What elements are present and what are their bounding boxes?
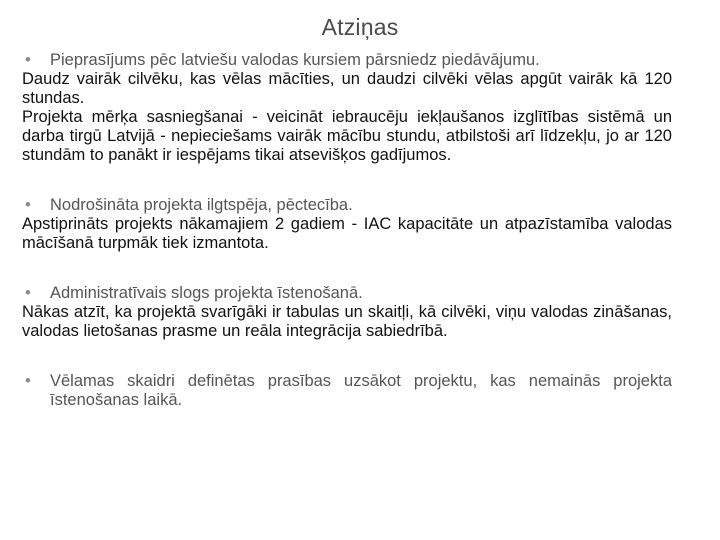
bullet-text: Nodrošināta projekta ilgtspēja, pēctecība. — [50, 196, 353, 214]
bullet-sustainability — [22, 196, 672, 215]
bullet-demand — [22, 51, 672, 70]
paragraph: Daudz vairāk cilvēku, kas vēlas mācīties, un daudzi cilvēki vēlas apgūt vairāk kā 120 stundas. — [22, 70, 672, 107]
bullet-dot: • — [25, 372, 31, 390]
bullet-admin-burden — [22, 284, 672, 303]
slide-title: Atziņas — [321, 14, 399, 40]
slide-content — [22, 51, 672, 410]
bullet-requirements — [22, 372, 672, 410]
paragraph: Nākas atzīt, ka projektā svarīgāki ir tabulas un skaitļi, kā cilvēki, viņu valodas zināšanas, valodas lietošanas prasme un reāla integrācija sabiedrībā. — [22, 303, 672, 340]
bullet-text: Administratīvais slogs projekta īstenošanā. — [50, 284, 363, 302]
bullet-dot: • — [25, 51, 31, 69]
bullet-text: Pieprasījums pēc latviešu valodas kursiem pārsniedz piedāvājumu. — [50, 51, 540, 69]
paragraph: Projekta mērķa sasniegšanai - veicināt iebraucēju iekļaušanos izglītības sistēmā un darba tirgū Latvijā - nepieciešams vairāk mācību stundu, atbilstoši arī līdzekļu, jo ar 120 stundām to panākt ir iespējams tikai atsevišķos gadījumos. — [22, 108, 672, 164]
paragraph: Apstiprināts projekts nākamajiem 2 gadiem - IAC kapacitāte un atpazīstamība valodas mācīšanā turpmāk tiek izmantota. — [22, 215, 672, 252]
bullet-dot: • — [25, 284, 31, 302]
bullet-dot: • — [25, 196, 31, 214]
bullet-text: Vēlamas skaidri definētas prasības uzsākot projektu, kas nemainās projekta īstenošanas laikā. — [50, 372, 672, 409]
